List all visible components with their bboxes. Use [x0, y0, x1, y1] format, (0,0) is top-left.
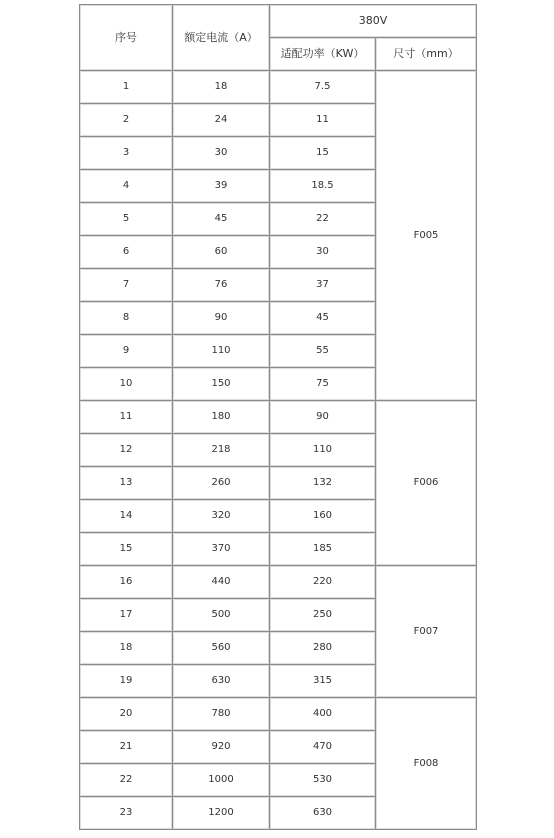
cell-current: 150	[173, 368, 270, 401]
cell-index: 23	[80, 797, 173, 830]
cell-power: 18.5	[270, 170, 376, 203]
cell-power: 185	[270, 533, 376, 566]
cell-current: 440	[173, 566, 270, 599]
cell-current: 218	[173, 434, 270, 467]
cell-power: 22	[270, 203, 376, 236]
cell-power: 280	[270, 632, 376, 665]
cell-power: 15	[270, 137, 376, 170]
cell-size: F007	[376, 566, 477, 698]
header-rated-current: 额定电流（A）	[173, 5, 270, 71]
cell-power: 630	[270, 797, 376, 830]
cell-index: 14	[80, 500, 173, 533]
cell-current: 630	[173, 665, 270, 698]
cell-index: 8	[80, 302, 173, 335]
cell-power: 250	[270, 599, 376, 632]
cell-power: 530	[270, 764, 376, 797]
cell-current: 780	[173, 698, 270, 731]
cell-index: 11	[80, 401, 173, 434]
table-row	[80, 71, 477, 104]
cell-power: 315	[270, 665, 376, 698]
cell-index: 10	[80, 368, 173, 401]
cell-power: 37	[270, 269, 376, 302]
cell-index: 21	[80, 731, 173, 764]
cell-index: 15	[80, 533, 173, 566]
cell-current: 24	[173, 104, 270, 137]
cell-index: 12	[80, 434, 173, 467]
cell-index: 3	[80, 137, 173, 170]
cell-power: 160	[270, 500, 376, 533]
cell-power: 132	[270, 467, 376, 500]
spec-table	[79, 4, 477, 830]
cell-index: 17	[80, 599, 173, 632]
cell-index: 2	[80, 104, 173, 137]
cell-index: 4	[80, 170, 173, 203]
cell-power: 55	[270, 335, 376, 368]
cell-index: 16	[80, 566, 173, 599]
cell-power: 45	[270, 302, 376, 335]
cell-power: 470	[270, 731, 376, 764]
cell-power: 75	[270, 368, 376, 401]
cell-current: 18	[173, 71, 270, 104]
table-row	[80, 401, 477, 434]
cell-power: 400	[270, 698, 376, 731]
cell-current: 76	[173, 269, 270, 302]
header-voltage: 380V	[270, 5, 477, 38]
cell-power: 30	[270, 236, 376, 269]
cell-power: 110	[270, 434, 376, 467]
cell-current: 1200	[173, 797, 270, 830]
cell-index: 7	[80, 269, 173, 302]
cell-current: 920	[173, 731, 270, 764]
cell-index: 18	[80, 632, 173, 665]
cell-current: 60	[173, 236, 270, 269]
cell-current: 560	[173, 632, 270, 665]
header-index: 序号	[80, 5, 173, 71]
cell-index: 13	[80, 467, 173, 500]
cell-index: 20	[80, 698, 173, 731]
cell-current: 1000	[173, 764, 270, 797]
cell-power: 7.5	[270, 71, 376, 104]
cell-index: 9	[80, 335, 173, 368]
cell-current: 30	[173, 137, 270, 170]
cell-index: 19	[80, 665, 173, 698]
cell-index: 6	[80, 236, 173, 269]
cell-current: 320	[173, 500, 270, 533]
cell-size: F008	[376, 698, 477, 830]
cell-size: F005	[376, 71, 477, 401]
cell-current: 500	[173, 599, 270, 632]
table-row	[80, 566, 477, 599]
cell-current: 180	[173, 401, 270, 434]
cell-current: 45	[173, 203, 270, 236]
cell-current: 260	[173, 467, 270, 500]
cell-current: 370	[173, 533, 270, 566]
cell-index: 1	[80, 71, 173, 104]
cell-power: 220	[270, 566, 376, 599]
header-power: 适配功率（KW）	[270, 38, 376, 71]
table-row	[80, 698, 477, 731]
cell-current: 110	[173, 335, 270, 368]
cell-power: 90	[270, 401, 376, 434]
cell-current: 39	[173, 170, 270, 203]
header-row-1	[80, 5, 477, 38]
cell-size: F006	[376, 401, 477, 566]
cell-current: 90	[173, 302, 270, 335]
header-size: 尺寸（mm）	[376, 38, 477, 71]
cell-index: 22	[80, 764, 173, 797]
cell-index: 5	[80, 203, 173, 236]
cell-power: 11	[270, 104, 376, 137]
